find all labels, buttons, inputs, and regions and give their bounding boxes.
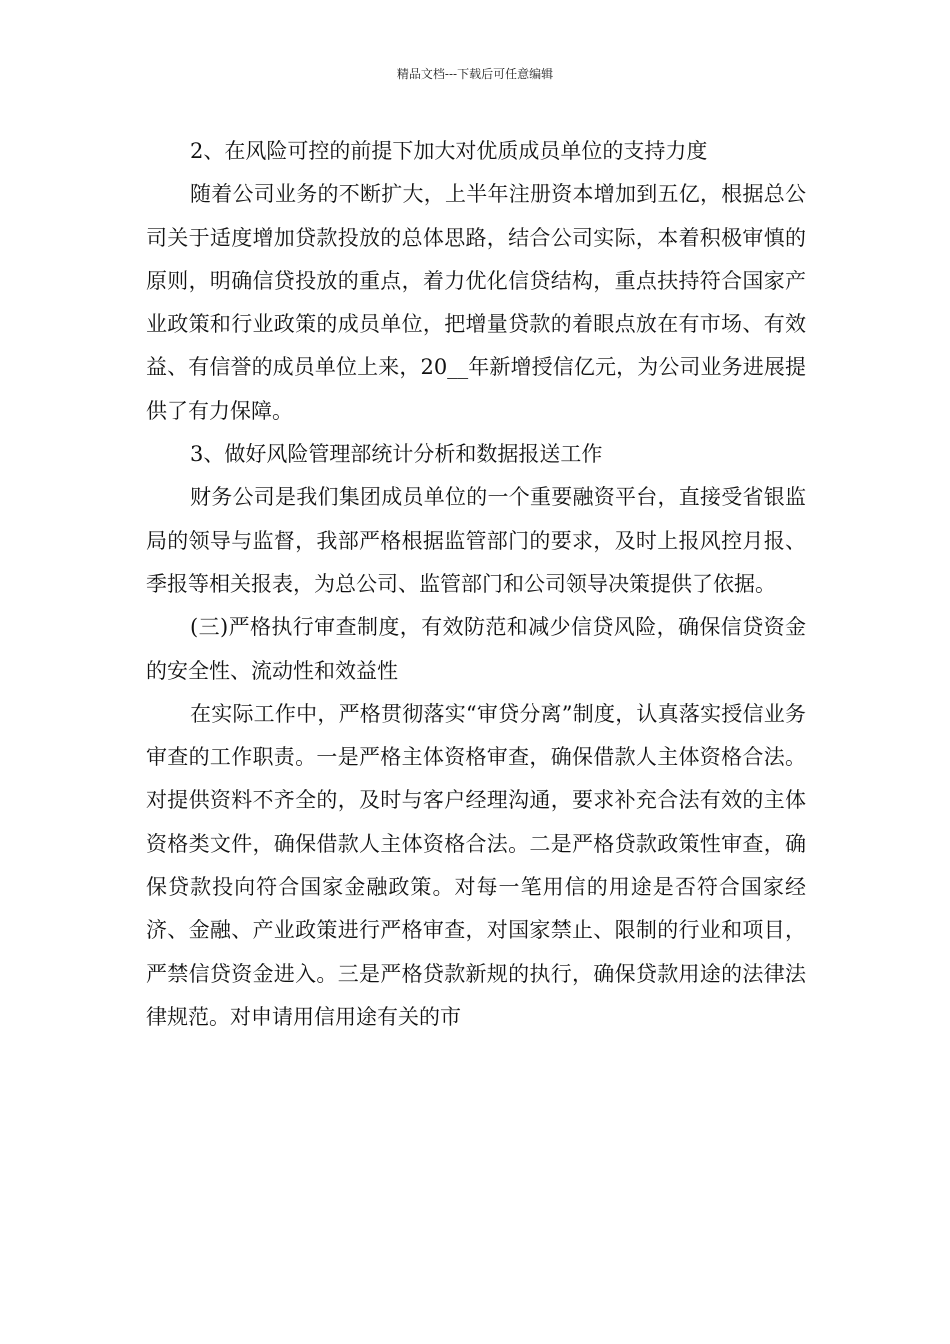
section-heading: (三)严格执行审查制度，有效防范和减少信贷风险，确保信贷资金的安全性、流动性和效益性 — [146, 615, 806, 683]
body-paragraph: 在实际工作中，严格贯彻落实“审贷分离”制度，认真落实授信业务审查的工作职责。一是严格主体资格审查，确保借款人主体资格合法。对提供资料不齐全的，及时与客户经理沟通，要求补充合法有效的主体资格类文件，确保借款人主体资格合法。二是严格贷款政策性审查，确保贷款投向符合国家金融政策。对每一笔用信的用途是否符合国家经济、金融、产业政策进行严格审查，对国家禁止、限制的行业和项目，严禁信贷资金进入。三是严格贷款新规的执行，确保贷款用途的法律法律规范。对申请用信用途有关的市 — [146, 701, 806, 1029]
page-header: 精品文档---下载后可任意编辑 — [396, 67, 554, 81]
body-paragraph: 财务公司是我们集团成员单位的一个重要融资平台，直接受省银监局的领导与监督，我部严格根据监管部门的要求，及时上报风控月报、季报等相关报表，为总公司、监管部门和公司领导决策提供了依据。 — [146, 485, 806, 596]
section-heading: 3、做好风险管理部统计分析和数据报送工作 — [190, 442, 603, 467]
section-heading: 2、在风险可控的前提下加大对优质成员单位的支持力度 — [190, 139, 708, 163]
document-body — [146, 130, 806, 1039]
body-paragraph: 随着公司业务的不断扩大，上半年注册资本增加到五亿，根据总公司关于适度增加贷款投放的总体思路，结合公司实际，本着积极审慎的原则，明确信贷投放的重点，着力优化信贷结构，重点扶持符合国家产业政策和行业政策的成员单位，把增量贷款的着眼点放在有市场、有效益、有信誉的成员单位上来，20__年新增授信亿元，为公司业务进展提供了有力保障。 — [146, 182, 806, 423]
